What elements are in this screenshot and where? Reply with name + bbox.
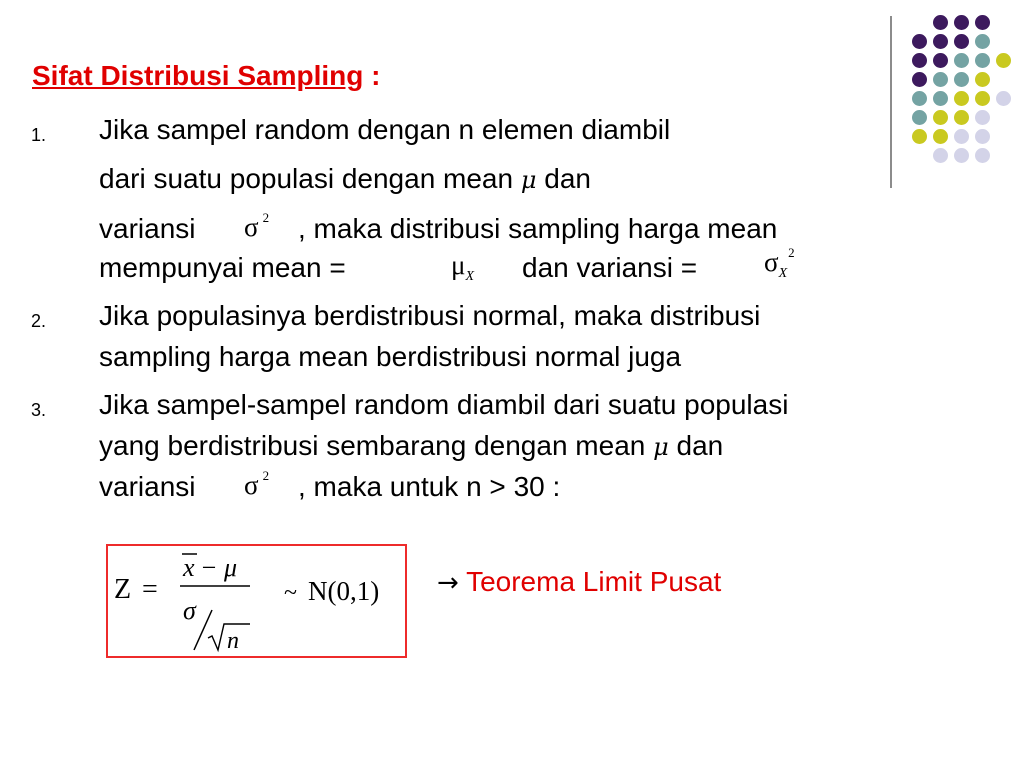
item-3-number: 3. bbox=[31, 400, 47, 420]
formula-minus-mu: − μ bbox=[200, 553, 238, 582]
decorative-dot bbox=[933, 15, 948, 30]
item-3-line-2 bbox=[99, 429, 723, 464]
decorative-dot bbox=[975, 129, 990, 144]
formula-sigma: σ bbox=[183, 596, 196, 625]
subscript-x: X bbox=[465, 269, 475, 284]
decorative-dot bbox=[912, 129, 927, 144]
formula-eq: = bbox=[142, 574, 158, 605]
item-1-line-2 bbox=[99, 162, 591, 197]
decorative-dot bbox=[912, 53, 927, 68]
item-1-line-3-start: variansi bbox=[99, 213, 196, 244]
decorative-dot bbox=[975, 91, 990, 106]
decorative-dot bbox=[975, 53, 990, 68]
item-2-line-1: Jika populasinya berdistribusi normal, maka distribusi bbox=[99, 300, 761, 331]
decorative-dot bbox=[933, 34, 948, 49]
sigma-symbol: σ bbox=[764, 247, 779, 277]
squared-symbol: 2 bbox=[262, 210, 270, 225]
decorative-dot bbox=[975, 34, 990, 49]
item-1-line-1: Jika sampel random dengan n elemen diambil bbox=[99, 114, 671, 145]
decorative-dot bbox=[933, 91, 948, 106]
decorative-dot bbox=[954, 53, 969, 68]
item-3-line-2-end: dan bbox=[676, 430, 724, 461]
decorative-dot bbox=[954, 72, 969, 87]
sigma-squared-image bbox=[244, 470, 269, 501]
formula-tilde: ~ bbox=[284, 580, 297, 606]
decorative-dot bbox=[975, 148, 990, 163]
decorative-dot bbox=[954, 148, 969, 163]
decorative-dot bbox=[933, 129, 948, 144]
item-3-line-3-end: , maka untuk n > 30 : bbox=[298, 471, 561, 502]
slide-title-suffix: : bbox=[363, 60, 381, 91]
decorative-dot bbox=[975, 15, 990, 30]
decorative-dot bbox=[954, 129, 969, 144]
formula-dist: N(0,1) bbox=[308, 576, 380, 606]
decorative-dot bbox=[912, 72, 927, 87]
decorative-dot bbox=[996, 53, 1011, 68]
decorative-dot bbox=[996, 91, 1011, 106]
sigma-squared-image bbox=[244, 212, 269, 243]
formula-z: Z bbox=[114, 574, 132, 605]
decorative-dot bbox=[933, 110, 948, 125]
theorem-text: Teorema Limit Pusat bbox=[466, 566, 722, 597]
slash-line bbox=[194, 610, 212, 650]
item-2-number: 2. bbox=[31, 311, 47, 331]
item-1-number: 1. bbox=[31, 125, 47, 145]
decorative-dot bbox=[954, 91, 969, 106]
slide-title-text: Sifat Distribusi Sampling bbox=[32, 60, 364, 91]
mu-symbol: μ bbox=[451, 250, 466, 280]
decorative-dot bbox=[933, 72, 948, 87]
theorem-label bbox=[437, 565, 721, 600]
decorative-dot bbox=[954, 15, 969, 30]
decorative-dot bbox=[954, 34, 969, 49]
item-1-line-3-end: , maka distribusi sampling harga mean bbox=[298, 213, 778, 244]
item-3-line-3-start: variansi bbox=[99, 471, 196, 502]
sigma-xbar-squared-image bbox=[764, 245, 795, 281]
mu-symbol: μ bbox=[520, 166, 537, 194]
decorative-dot bbox=[954, 110, 969, 125]
item-1-line-2-end: dan bbox=[544, 163, 591, 194]
decorative-dot bbox=[975, 72, 990, 87]
arrow-right-icon: → bbox=[437, 568, 459, 598]
squared-symbol: 2 bbox=[262, 468, 270, 483]
item-1-line-4-end: dan variansi = bbox=[522, 252, 698, 283]
item-1-line-2-text: dari suatu populasi dengan mean bbox=[99, 163, 514, 194]
decorative-dot bbox=[933, 53, 948, 68]
decorative-dot bbox=[912, 110, 927, 125]
formula-n: n bbox=[227, 628, 239, 654]
formula-box bbox=[106, 544, 407, 658]
decorative-dot bbox=[912, 91, 927, 106]
formula-xbar: x bbox=[183, 553, 195, 582]
decorative-dot bbox=[933, 148, 948, 163]
decorative-divider bbox=[890, 16, 892, 188]
item-1-line-4-start: mempunyai mean = bbox=[99, 252, 346, 283]
item-2-line-2: sampling harga mean berdistribusi normal juga bbox=[99, 341, 682, 372]
sigma-symbol: σ bbox=[244, 212, 259, 242]
slide-title bbox=[32, 60, 381, 92]
decorative-dot bbox=[912, 34, 927, 49]
subscript-x: X bbox=[778, 266, 788, 281]
squared-symbol: 2 bbox=[788, 245, 795, 260]
item-3-line-2-text: yang berdistribusi sembarang dengan mean bbox=[99, 430, 646, 461]
item-3-line-1: Jika sampel-sampel random diambil dari suatu populasi bbox=[99, 389, 789, 420]
sigma-symbol: σ bbox=[244, 470, 259, 500]
mu-symbol: μ bbox=[653, 433, 669, 461]
decorative-dot bbox=[975, 110, 990, 125]
mu-xbar-image bbox=[451, 250, 475, 284]
formula-graphic bbox=[108, 546, 405, 656]
